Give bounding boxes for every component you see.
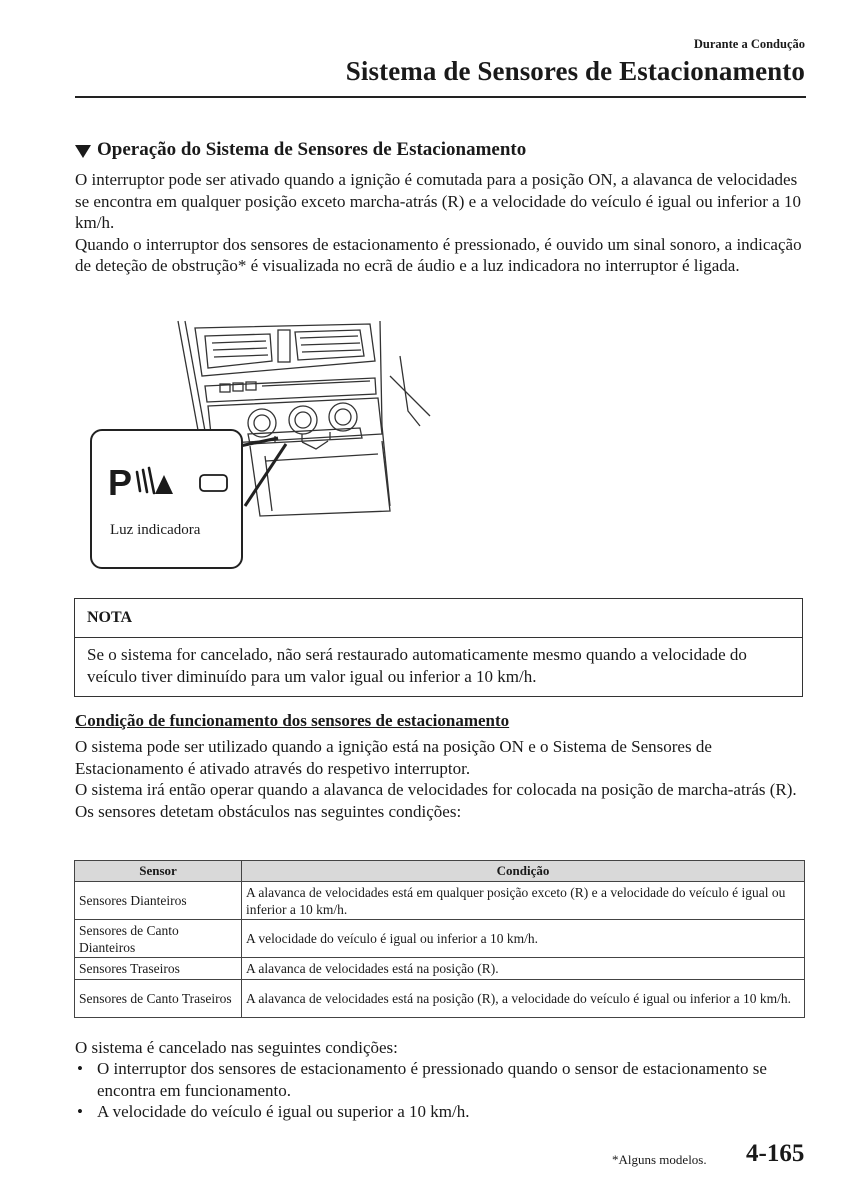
list-item-text: O interruptor dos sensores de estacionamento é pressionado quando o sensor de estacionamento se encontra em funcionamento.	[97, 1059, 767, 1100]
intro-paragraph-1: O interruptor pode ser ativado quando a ignição é comutada para a posição ON, a alavanca de velocidades se encontra em qualquer posição exceto marcha-atrás (R) e a velocidade do veículo é igual ou inferior a 10 km/h.	[75, 170, 801, 232]
indicator-callout	[90, 429, 243, 569]
conditions-paragraph-1: O sistema pode ser utilizado quando a ignição está na posição ON e o Sistema de Sensores de Estacionamento é ativado através do respetivo interruptor.	[75, 737, 712, 778]
section-heading	[75, 139, 526, 161]
table-cell-condition: A alavanca de velocidades está na posição (R), a velocidade do veículo é igual ou inferior a 10 km/h.	[242, 980, 805, 1018]
list-item	[75, 1058, 810, 1101]
table-cell-sensor: Sensores Traseiros	[75, 958, 242, 980]
table-cell-condition: A alavanca de velocidades está na posição (R).	[242, 958, 805, 980]
table-row	[75, 920, 805, 958]
section-heading-text: Operação do Sistema de Sensores de Estacionamento	[97, 139, 527, 160]
table-row	[75, 980, 805, 1018]
table-cell-sensor: Sensores Dianteiros	[75, 882, 242, 920]
table-header-row	[75, 861, 805, 882]
callout-label: Luz indicadora	[110, 522, 201, 538]
bullet-icon: •	[77, 1059, 83, 1078]
indicator-light-icon	[200, 475, 227, 491]
title-divider	[75, 96, 806, 98]
chapter-label: Durante a Condução	[693, 37, 805, 51]
conditions-heading: Condição de funcionamento dos sensores de estacionamento	[75, 711, 510, 730]
intro-paragraph-2: Quando o interruptor dos sensores de estacionamento é pressionado, é ouvido um sinal sonoro, a indicação de deteção de obstrução* é visualizada no ecrã de áudio e a luz indicadora no interruptor é ligada.	[75, 234, 802, 275]
parking-sensor-icon	[92, 431, 240, 511]
note-box	[74, 598, 803, 697]
list-item	[75, 1101, 810, 1123]
bullet-icon: •	[77, 1102, 83, 1121]
page-title: Sistema de Sensores de Estacionamento	[345, 56, 805, 86]
cancel-intro: O sistema é cancelado nas seguintes condições:	[75, 1038, 398, 1057]
table-row	[75, 882, 805, 920]
svg-text:P: P	[108, 462, 133, 503]
conditions-text	[75, 736, 810, 822]
note-label: NOTA	[87, 609, 133, 626]
footnote: *Alguns modelos.	[612, 1152, 707, 1167]
list-item-text: A velocidade do veículo é igual ou superior a 10 km/h.	[97, 1102, 470, 1121]
note-text: Se o sistema for cancelado, não será restaurado automaticamente mesmo quando a velocidade do veículo tiver diminuído para um valor igual ou inferior a 10 km/h.	[87, 645, 747, 686]
cancel-list	[75, 1058, 810, 1123]
section-triangle-icon	[75, 145, 91, 158]
conditions-paragraph-2: O sistema irá então operar quando a alavanca de velocidades for colocada na posição de marcha-atrás (R).	[75, 780, 797, 799]
page-number: 4-165	[746, 1140, 805, 1167]
note-divider	[75, 637, 802, 638]
table-cell-condition: A alavanca de velocidades está em qualquer posição exceto (R) e a velocidade do veículo é igual ou inferior a 10 km/h.	[242, 882, 805, 920]
table-cell-sensor: Sensores de Canto Traseiros	[75, 980, 242, 1018]
conditions-paragraph-3: Os sensores detetam obstáculos nas seguintes condições:	[75, 801, 462, 821]
intro-text	[75, 169, 810, 277]
table-header-condition: Condição	[242, 861, 805, 882]
table-cell-condition: A velocidade do veículo é igual ou inferior a 10 km/h.	[242, 920, 805, 958]
table-row	[75, 958, 805, 980]
conditions-table	[74, 860, 805, 1018]
table-cell-sensor: Sensores de Canto Dianteiros	[75, 920, 242, 958]
table-header-sensor: Sensor	[75, 861, 242, 882]
